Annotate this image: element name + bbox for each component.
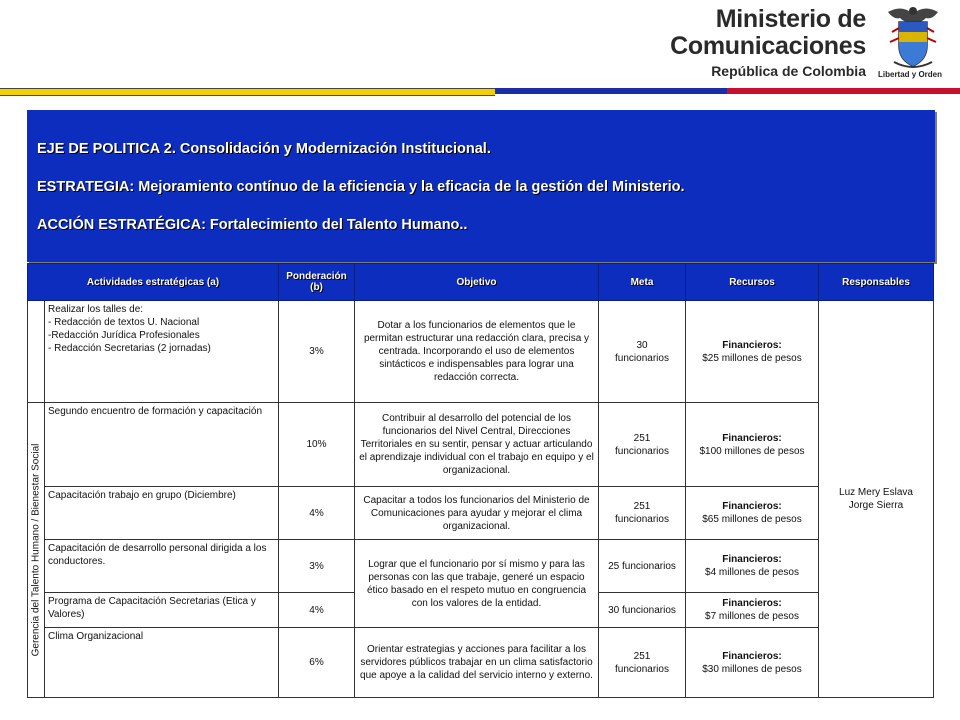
header-resources: Recursos <box>686 264 819 301</box>
resources-value: $25 millones de pesos <box>702 352 802 364</box>
activity-cell <box>45 540 279 593</box>
activity-line: Segundo encuentro de formación y capacitación <box>48 406 263 417</box>
resources-value: $4 millones de pesos <box>705 567 799 578</box>
activity-line: Capacitación de desarrollo personal dirigida a los conductores. <box>48 543 267 567</box>
resources-value: $100 millones de pesos <box>699 445 805 457</box>
policy-box <box>27 110 935 262</box>
resources-value: $7 millones de pesos <box>705 611 799 622</box>
table-row <box>28 403 934 487</box>
flag-stripe <box>0 88 960 94</box>
responsible-cell <box>819 301 934 698</box>
goal-unit: funcionarios <box>615 514 669 525</box>
activity-line: Programa de Capacitación Secretarias (Etica y Valores) <box>48 596 256 620</box>
table-header-row <box>28 264 934 301</box>
resources-value: $65 millones de pesos <box>702 514 802 525</box>
goal-unit: funcionarios <box>615 352 669 364</box>
resources-cell <box>686 628 819 698</box>
resources-label: Financieros: <box>722 432 782 444</box>
table-row <box>28 301 934 403</box>
goal-number: 251 <box>633 650 651 662</box>
goal-cell <box>599 403 686 487</box>
country-name: República de Colombia <box>711 63 866 79</box>
header-weight-line-1: Ponderación <box>286 271 347 282</box>
header-goal: Meta <box>599 264 686 301</box>
goal-number: 30 <box>636 339 648 351</box>
resources-label: Financieros: <box>722 598 782 609</box>
policy-strategy: ESTRATEGIA: Mejoramiento contínuo de la eficiencia y la eficacia de la gestión del Ministerio. <box>37 179 685 195</box>
objective-cell: Orientar estrategias y acciones para facilitar a los servidores públicos trabajar en un clima satisfactorio que apoye a la calidad del servicio interno y externo. <box>355 628 599 698</box>
goal-cell <box>599 593 686 628</box>
header-weight-line-2: (b) <box>310 282 323 293</box>
table-row <box>28 540 934 593</box>
ministry-line-1: Ministerio de <box>715 5 866 33</box>
resources-label: Financieros: <box>722 554 782 565</box>
activity-line: -Redacción Jurídica Profesionales <box>48 330 200 341</box>
activity-line: - Redacción Secretarias (2 jornadas) <box>48 343 211 354</box>
activity-cell <box>45 487 279 540</box>
activity-cell <box>45 301 279 403</box>
ministry-title <box>670 6 866 80</box>
activity-cell <box>45 628 279 698</box>
resources-cell <box>686 593 819 628</box>
objective-cell: Lograr que el funcionario por sí mismo y para las personas con las que trabaje, generé un espacio ético basado en el respeto mutuo en congruencia con los valores de la entidad. <box>355 540 599 628</box>
policy-axis: EJE DE POLITICA 2. Consolidación y Modernización Institucional. <box>37 141 491 157</box>
weight-cell: 3% <box>279 301 355 403</box>
resources-cell <box>686 487 819 540</box>
activity-cell <box>45 593 279 628</box>
goal-cell <box>599 301 686 403</box>
side-label: Gerencia del Talento Humano / Bienestar Social <box>30 443 42 657</box>
goal-cell <box>599 628 686 698</box>
responsible-name: Luz Mery Eslava <box>839 487 913 498</box>
activity-line: - Redacción de textos U. Nacional <box>48 317 200 328</box>
activity-line: Capacitación trabajo en grupo (Diciembre) <box>48 490 236 501</box>
activities-table <box>27 263 934 698</box>
activity-line: Realizar los talles de: <box>48 304 144 315</box>
resources-label: Financieros: <box>722 650 782 662</box>
flag-stripe-yellow <box>0 88 495 96</box>
goal-unit: funcionarios <box>615 445 669 457</box>
resources-value: $30 millones de pesos <box>702 663 802 675</box>
goal-cell <box>599 487 686 540</box>
resources-cell <box>686 540 819 593</box>
resources-label: Financieros: <box>722 501 782 512</box>
table-row <box>28 487 934 540</box>
objective-cell: Contribuir al desarrollo del potencial de los funcionarios del Nivel Central, Direcciones Territoriales en su sentir, pensar y actuar articulando el aprendizaje individual con el trabajo en equipo y el organizacional. <box>355 403 599 487</box>
weight-cell: 4% <box>279 487 355 540</box>
weight-cell: 6% <box>279 628 355 698</box>
resources-cell <box>686 403 819 487</box>
goal-number: 251 <box>633 501 651 512</box>
table-row <box>28 628 934 698</box>
side-cell-empty <box>28 301 45 403</box>
goal-number: 251 <box>633 432 651 444</box>
responsible-name: Jorge Sierra <box>848 500 904 511</box>
resources-cell <box>686 301 819 403</box>
header-weight <box>279 264 355 301</box>
header-objective: Objetivo <box>355 264 599 301</box>
weight-cell: 4% <box>279 593 355 628</box>
motto: Libertad y Orden <box>878 70 943 79</box>
objective-cell: Capacitar a todos los funcionarios del Ministerio de Comunicaciones para ayudar y mejorar el clima organizacional. <box>355 487 599 540</box>
goal-number: 30 funcionarios <box>608 604 676 616</box>
side-label-cell <box>28 403 45 698</box>
header-activities: Actividades estratégicas (a) <box>28 264 279 301</box>
weight-cell: 10% <box>279 403 355 487</box>
activity-line: Clima Organizacional <box>48 631 144 642</box>
goal-unit: funcionarios <box>615 663 669 675</box>
flag-stripe-red <box>727 88 960 94</box>
goal-number: 25 funcionarios <box>608 560 676 572</box>
flag-stripe-blue <box>495 88 727 94</box>
ministry-line-2: Comunicaciones <box>670 32 866 60</box>
goal-cell <box>599 540 686 593</box>
objective-cell: Dotar a los funcionarios de elementos que le permitan estructurar una redacción clara, precisa y centrada. Incorporando el uso de elementos sintácticos e indispensables para lograr una redacción correcta. <box>355 301 599 403</box>
resources-label: Financieros: <box>722 339 782 351</box>
policy-action: ACCIÓN ESTRATÉGICA: Fortalecimiento del Talento Humano.. <box>37 217 468 233</box>
header-responsible: Responsables <box>819 264 934 301</box>
activity-cell <box>45 403 279 487</box>
weight-cell: 3% <box>279 540 355 593</box>
